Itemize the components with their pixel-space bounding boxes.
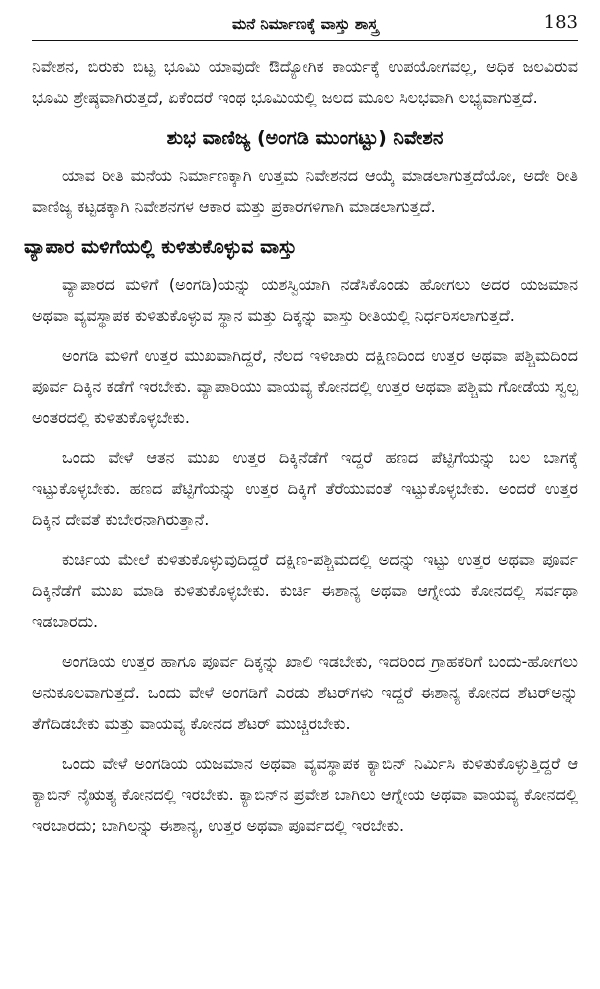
paragraph-cabin: ಒಂದು ವೇಳೆ ಅಂಗಡಿಯ ಯಜಮಾನ ಅಥವಾ ವ್ಯವಸ್ಥಾಪಕ ಕ್ಯಾಬಿನ್ ನಿರ್ಮಿಸಿ ಕುಳಿತುಕೊಳ್ಳುತ್ತಿದ್ದರೆ ಆ ಕ್ಯಾಬಿನ್ ನೈಋತ್ಯ ಕೋನದಲ್ಲಿ ಇರಬೇಕು. ಕ್ಯಾಬಿನ್‌ನ ಪ್ರವೇಶ ಬಾಗಿಲು ಆಗ್ನೇಯ ಅಥವಾ ವಾಯವ್ಯ ಕೋನದಲ್ಲಿ ಇರಬಾರದು; ಬಾಗಿಲನ್ನು ಈಶಾನ್ಯ, ಉತ್ತರ ಅಥವಾ ಪೂರ್ವದಲ್ಲಿ ಇರಬೇಕು. <box>32 754 578 835</box>
running-header <box>32 12 578 41</box>
running-title: ಮನೆ ನಿರ್ಮಾಣಕ್ಕೆ ವಾಸ್ತು ಶಾಸ್ತ್ರ <box>231 15 379 33</box>
paragraph-chair-placement: ಕುರ್ಚಿಯ ಮೇಲೆ ಕುಳಿತುಕೊಳ್ಳುವುದಿದ್ದರೆ ದಕ್ಷಿಣ-ಪಶ್ಚಿಮದಲ್ಲಿ ಅದನ್ನು ಇಟ್ಟು ಉತ್ತರ ಅಥವಾ ಪೂರ್ವ ದಿಕ್ಕಿನೆಡೆಗೆ ಮುಖ ಮಾಡಿ ಕುಳಿತುಕೊಳ್ಳಬೇಕು. ಕುರ್ಚಿ ಈಶಾನ್ಯ ಅಥವಾ ಆಗ್ನೇಯ ಕೋನದಲ್ಲಿ ಸರ್ವಥಾ ಇಡಬಾರದು. <box>32 550 578 631</box>
paragraph-shutters: ಅಂಗಡಿಯ ಉತ್ತರ ಹಾಗೂ ಪೂರ್ವ ದಿಕ್ಕನ್ನು ಖಾಲಿ ಇಡಬೇಕು, ಇದರಿಂದ ಗ್ರಾಹಕರಿಗೆ ಬಂದು-ಹೋಗಲು ಅನುಕೂಲವಾಗುತ್ತದೆ. ಒಂದು ವೇಳೆ ಅಂಗಡಿಗೆ ಎರಡು ಶೆಟರ್‌ಗಳು ಇದ್ದರೆ ಈಶಾನ್ಯ ಕೋನದ ಶೆಟರ್‌ಅನ್ನು ತೆಗೆದಿಡಬೇಕು ಮತ್ತು ವಾಯವ್ಯ ಕೋನದ ಶೆಟರ್ ಮುಚ್ಚಿರಬೇಕು. <box>32 652 578 733</box>
paragraph-shop-seating: ವ್ಯಾಪಾರದ ಮಳಿಗೆ (ಅಂಗಡಿ)ಯನ್ನು ಯಶಸ್ವಿಯಾಗಿ ನಡೆಸಿಕೊಂಡು ಹೋಗಲು ಅದರ ಯಜಮಾನ ಅಥವಾ ವ್ಯವಸ್ಥಾಪಕ ಕುಳಿತುಕೊಳ್ಳುವ ಸ್ಥಾನ ಮತ್ತು ದಿಕ್ಕನ್ನು ವಾಸ್ತು ರೀತಿಯಲ್ಲಿ ನಿರ್ಧರಿಸಲಾಗುತ್ತದೆ. <box>32 275 578 325</box>
section-heading-shop-seating: ವ್ಯಾಪಾರ ಮಳಿಗೆಯಲ್ಲಿ ಕುಳಿತುಕೊಳ್ಳುವ ವಾಸ್ತು <box>24 236 297 258</box>
page-number: 183 <box>543 12 578 33</box>
paragraph-commercial-site: ಯಾವ ರೀತಿ ಮನೆಯ ನಿರ್ಮಾಣಕ್ಕಾಗಿ ಉತ್ತಮ ನಿವೇಶನದ ಆಯ್ಕೆ ಮಾಡಲಾಗುತ್ತದೆಯೋ, ಅದೇ ರೀತಿ ವಾಣಿಜ್ಯ ಕಟ್ಟಡಕ್ಕಾಗಿ ನಿವೇಶನಗಳ ಆಕಾರ ಮತ್ತು ಪ್ರಕಾರಗಳಿಗಾಗಿ ಮಾಡಲಾಗುತ್ತದೆ. <box>32 166 578 216</box>
paragraph-intro: ನಿವೇಶನ, ಬಿರುಕು ಬಿಟ್ಟ ಭೂಮಿ ಯಾವುದೇ ಔದ್ಯೋಗಿಕ ಕಾರ್ಯಕ್ಕೆ ಉಪಯೋಗವಲ್ಲ, ಅಧಿಕ ಜಲವಿರುವ ಭೂಮಿ ಶ್ರೇಷ್ಠವಾಗಿರುತ್ತದೆ, ಏಕೆಂದರೆ ಇಂಥ ಭೂಮಿಯಲ್ಲಿ ಜಲದ ಮೂಲ ಸಿಲಭವಾಗಿ ಲಭ್ಯವಾಗುತ್ತದೆ. <box>32 57 578 107</box>
paragraph-north-facing-shop: ಅಂಗಡಿ ಮಳಿಗೆ ಉತ್ತರ ಮುಖವಾಗಿದ್ದರೆ, ನೆಲದ ಇಳಿಜಾರು ದಕ್ಷಿಣದಿಂದ ಉತ್ತರ ಅಥವಾ ಪಶ್ಚಿಮದಿಂದ ಪೂರ್ವ ದಿಕ್ಕಿನ ಕಡೆಗೆ ಇರಬೇಕು. ವ್ಯಾಪಾರಿಯು ವಾಯವ್ಯ ಕೋನದಲ್ಲಿ ಉತ್ತರ ಅಥವಾ ಪಶ್ಚಿಮ ಗೋಡೆಯ ಸ್ವಲ್ಪ ಅಂತರದಲ್ಲಿ ಕುಳಿತುಕೊಳ್ಳಬೇಕು. <box>32 346 578 427</box>
section-heading-commercial-site: ಶುಭ ವಾಣಿಜ್ಯ (ಅಂಗಡಿ ಮುಂಗಟ್ಟು) ನಿವೇಶನ <box>166 127 444 149</box>
paragraph-cash-box: ಒಂದು ವೇಳೆ ಆತನ ಮುಖ ಉತ್ತರ ದಿಕ್ಕಿನೆಡೆಗೆ ಇದ್ದರೆ ಹಣದ ಪೆಟ್ಟಿಗೆಯನ್ನು ಬಲ ಬಾಗಕ್ಕೆ ಇಟ್ಟುಕೊಳ್ಳಬೇಕು. ಹಣದ ಪೆಟ್ಟಿಗೆಯನ್ನು ಉತ್ತರ ದಿಕ್ಕಿಗೆ ತೆರೆಯುವಂತೆ ಇಟ್ಟುಕೊಳ್ಳಬೇಕು. ಅಂದರೆ ಉತ್ತರ ದಿಕ್ಕಿನ ದೇವತೆ ಕುಬೇರನಾಗಿರುತ್ತಾನೆ. <box>32 448 578 529</box>
